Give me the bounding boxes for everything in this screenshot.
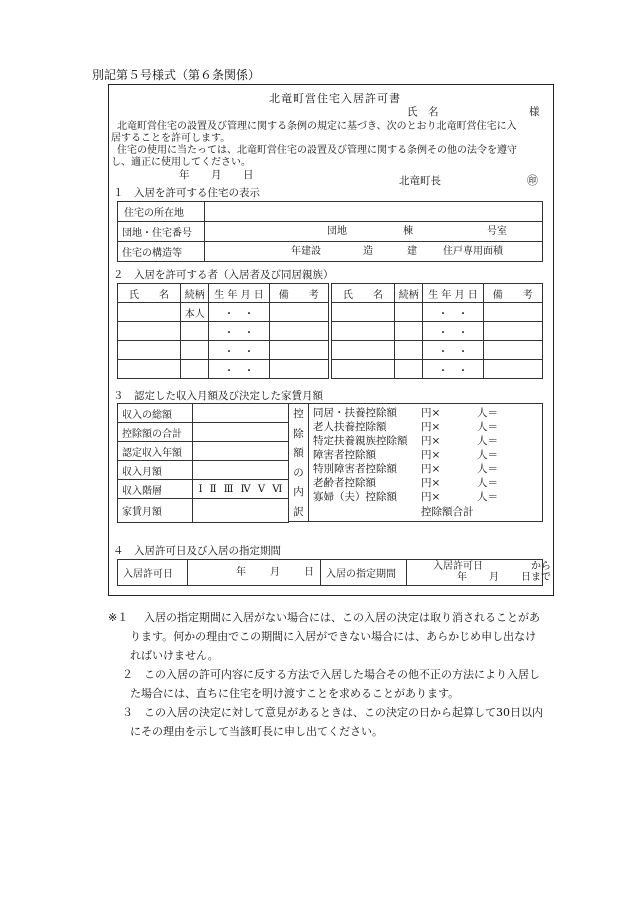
- income-level-6: Ⅵ: [272, 483, 283, 495]
- sama-label: 様: [529, 106, 540, 118]
- deduction-yen: 円×: [421, 435, 441, 447]
- income-level-label: 収入階層: [118, 480, 193, 499]
- deduction-name: 寡婦（夫）控除額: [313, 491, 397, 503]
- vertical-char: の: [293, 466, 304, 479]
- income-level-3: Ⅲ: [223, 483, 234, 495]
- permit-date-value: [188, 560, 321, 586]
- note3-mark: ３: [122, 706, 133, 719]
- period-from: から: [531, 561, 551, 572]
- note2-mark: ２: [122, 668, 133, 681]
- birth-date-cell: ・ ・: [209, 303, 269, 322]
- name-label: 氏 名: [407, 106, 439, 118]
- income-level-1: Ⅰ: [198, 483, 203, 495]
- deduction-people: 人＝: [477, 421, 498, 433]
- occupant-cell: [483, 360, 542, 379]
- occupant-cell: [395, 322, 423, 341]
- occupant-cell: [332, 322, 395, 341]
- note1-line1: 入居の指定期間に入居がない場合には、この入居の決定は取り消されることがあ: [144, 611, 540, 624]
- occupant-cell: [395, 341, 423, 360]
- permit-date-day: 日: [304, 567, 314, 578]
- note1-mark: ※１: [108, 611, 129, 624]
- income-level-2: Ⅱ: [209, 483, 217, 495]
- sec1-heading: １ 入居を許可する住宅の表示: [113, 187, 260, 199]
- occupant-cell: [332, 360, 395, 379]
- note3-line2: にその理由を示して当該町長に申し出てください。: [130, 725, 383, 738]
- date-label: 建: [407, 246, 417, 257]
- sec4-heading: ４ 入居許可日及び入居の指定期間: [113, 545, 281, 557]
- monthly-income-label: 収入月額: [118, 461, 193, 480]
- income-total-value: [193, 404, 289, 423]
- address-label: 住宅の所在地: [124, 208, 184, 219]
- deduction-name: 特定扶養親族控除額: [313, 435, 408, 447]
- number-label: 団地・住宅番号: [122, 228, 192, 239]
- deduction-sum-label: 控除額の合計: [118, 423, 193, 442]
- period-label: 入居の指定期間: [321, 560, 407, 586]
- birth-date-cell: ・ ・: [423, 360, 483, 379]
- body2-line1: 住宅の使用に当たっては、北竜町営住宅の設置及び管理に関する条例その他の法令を遵守: [117, 145, 517, 156]
- permit-date-label: 入居許可日: [118, 560, 188, 586]
- permit-title: 北竜町営住宅入居許可書: [269, 92, 401, 105]
- vertical-char: 額: [293, 447, 304, 460]
- period-from-label: 入居許可日: [433, 561, 483, 572]
- vertical-char: 内: [293, 486, 304, 499]
- birth-date-cell: ・ ・: [423, 303, 483, 322]
- vertical-char: 控: [293, 408, 304, 421]
- occupant-cell: [269, 322, 328, 341]
- col-note-header: 備 考: [483, 284, 542, 303]
- period-value: [407, 560, 551, 586]
- deduction-yen: 円×: [421, 449, 441, 461]
- deduction-vertical-label: [289, 403, 309, 522]
- deduction-people: 人＝: [477, 449, 498, 461]
- occupant-cell: [181, 322, 209, 341]
- income-level-value: [193, 480, 289, 499]
- form-number: 別記第５号様式（第６条関係）: [92, 68, 261, 82]
- income-level-4: Ⅳ: [240, 483, 251, 495]
- tou-label: 棟: [403, 226, 413, 237]
- occupant-cell: [332, 303, 395, 322]
- deduction-people: 人＝: [477, 407, 498, 419]
- period-until: 日まで: [521, 572, 551, 583]
- period-month: 月: [489, 572, 499, 583]
- deduction-yen: 円×: [421, 407, 441, 419]
- income-table: [117, 403, 289, 523]
- deduction-yen: 円×: [421, 463, 441, 475]
- occupant-cell: [181, 341, 209, 360]
- occupant-cell: [118, 322, 181, 341]
- deduction-yen: 円×: [421, 491, 441, 503]
- occupant-table-1: [117, 283, 329, 379]
- deduction-yen: 円×: [421, 421, 441, 433]
- col-relation-header: 続柄: [395, 284, 423, 303]
- monthly-income-value: [193, 461, 289, 480]
- deduction-people: 人＝: [477, 463, 498, 475]
- address-value: [205, 202, 543, 222]
- income-total-label: 収入の総額: [118, 404, 193, 423]
- permit-date-year: 年: [236, 567, 246, 578]
- occupant-cell: [483, 303, 542, 322]
- rent-value: [193, 499, 289, 523]
- deduction-name: 老齢者控除額: [313, 477, 376, 489]
- occupant-cell: [269, 360, 328, 379]
- deduction-yen: 円×: [421, 477, 441, 489]
- occupant-cell: [118, 341, 181, 360]
- occupant-cell: [181, 360, 209, 379]
- birth-date-cell: ・ ・: [423, 341, 483, 360]
- occupant-cell: [483, 341, 542, 360]
- body1-line2: 居することを許可します。: [111, 133, 231, 144]
- annual-income-label: 認定収入年額: [118, 442, 193, 461]
- deduction-people: 人＝: [477, 477, 498, 489]
- note2-line2: た場合には、直ちに住宅を明け渡すことを求めることがあります。: [130, 687, 460, 700]
- deduction-total-label: 控除額合計: [421, 506, 474, 518]
- birth-date-cell: ・ ・: [423, 322, 483, 341]
- permit-date-month: 月: [270, 567, 280, 578]
- occupant-cell: [395, 303, 423, 322]
- number-value: [205, 222, 543, 242]
- housing-table: [117, 201, 543, 262]
- note2-line1: この入居の許可内容に反する方法で入居した場合その他不正の方法により入居し: [144, 668, 540, 681]
- col-name-header: 氏 名: [118, 284, 181, 303]
- deduction-list: [309, 403, 543, 522]
- mayor-label: 北竜町長: [399, 175, 441, 187]
- income-level-5: Ⅴ: [257, 483, 266, 495]
- note1-line3: ればいけません。: [130, 649, 219, 662]
- sec2-heading: ２ 入居を許可する者（入居者及び同居親族）: [113, 269, 334, 281]
- col-name-header: 氏 名: [332, 284, 395, 303]
- occupant-cell: [269, 303, 328, 322]
- structure-label: 住宅の構造等: [122, 248, 182, 259]
- deduction-name: 特別障害者控除額: [313, 463, 397, 475]
- occupant-table-2: [331, 283, 543, 379]
- relation-self-cell: 本人: [181, 303, 209, 322]
- occupant-cell: [483, 322, 542, 341]
- note1-line2: ります。何かの理由でこの期間に入居ができない場合には、あらかじめ申し出なけ: [130, 630, 537, 643]
- built-year-label: 年建設: [291, 246, 321, 257]
- col-note-header: 備 考: [269, 284, 328, 303]
- date-day: 日: [243, 169, 254, 181]
- danchi-label: 団地: [327, 226, 347, 237]
- vertical-char: 訳: [293, 505, 304, 518]
- occupant-cell: [118, 303, 181, 322]
- area-label: 住戸専用面積: [443, 246, 503, 257]
- structure-value: [205, 242, 543, 262]
- date-month: 月: [211, 169, 222, 181]
- sec3-heading: ３ 認定した収入月額及び決定した家賃月額: [113, 390, 323, 402]
- birth-date-cell: ・ ・: [209, 322, 269, 341]
- vertical-char: 除: [293, 427, 304, 440]
- occupant-cell: [269, 341, 328, 360]
- annual-income-value: [193, 442, 289, 461]
- deduction-name: 障害者控除額: [313, 449, 376, 461]
- occupant-cell: [332, 341, 395, 360]
- occupant-cell: [395, 360, 423, 379]
- rent-label: 家賃月額: [118, 499, 193, 523]
- period-table: [117, 559, 551, 586]
- zou-label: 造: [363, 246, 373, 257]
- birth-date-cell: ・ ・: [209, 360, 269, 379]
- deduction-name: 老人扶養控除額: [313, 421, 387, 433]
- period-year: 年: [457, 572, 467, 583]
- col-birth-header: 生 年 月 日: [423, 284, 483, 303]
- birth-date-cell: ・ ・: [209, 341, 269, 360]
- body1-line1: 北竜町営住宅の設置及び管理に関する条例の規定に基づき、次のとおり北竜町営住宅に入: [117, 121, 517, 132]
- deduction-sum-value: [193, 423, 289, 442]
- permit-frame: [108, 84, 554, 596]
- deduction-people: 人＝: [477, 435, 498, 447]
- deduction-name: 同居・扶養控除額: [313, 407, 397, 419]
- seal-mark: ㊞: [527, 174, 538, 187]
- col-relation-header: 続柄: [181, 284, 209, 303]
- date-year: 年: [179, 169, 190, 181]
- col-birth-header: 生 年 月 日: [209, 284, 269, 303]
- gou-label: 号室: [487, 226, 507, 237]
- note3-line1: この入居の決定に対して意見があるときは、この決定の日から起算して30日以内: [144, 706, 543, 719]
- body2-line2: し、適正に使用してください。: [111, 157, 251, 168]
- occupant-cell: [118, 360, 181, 379]
- deduction-people: 人＝: [477, 491, 498, 503]
